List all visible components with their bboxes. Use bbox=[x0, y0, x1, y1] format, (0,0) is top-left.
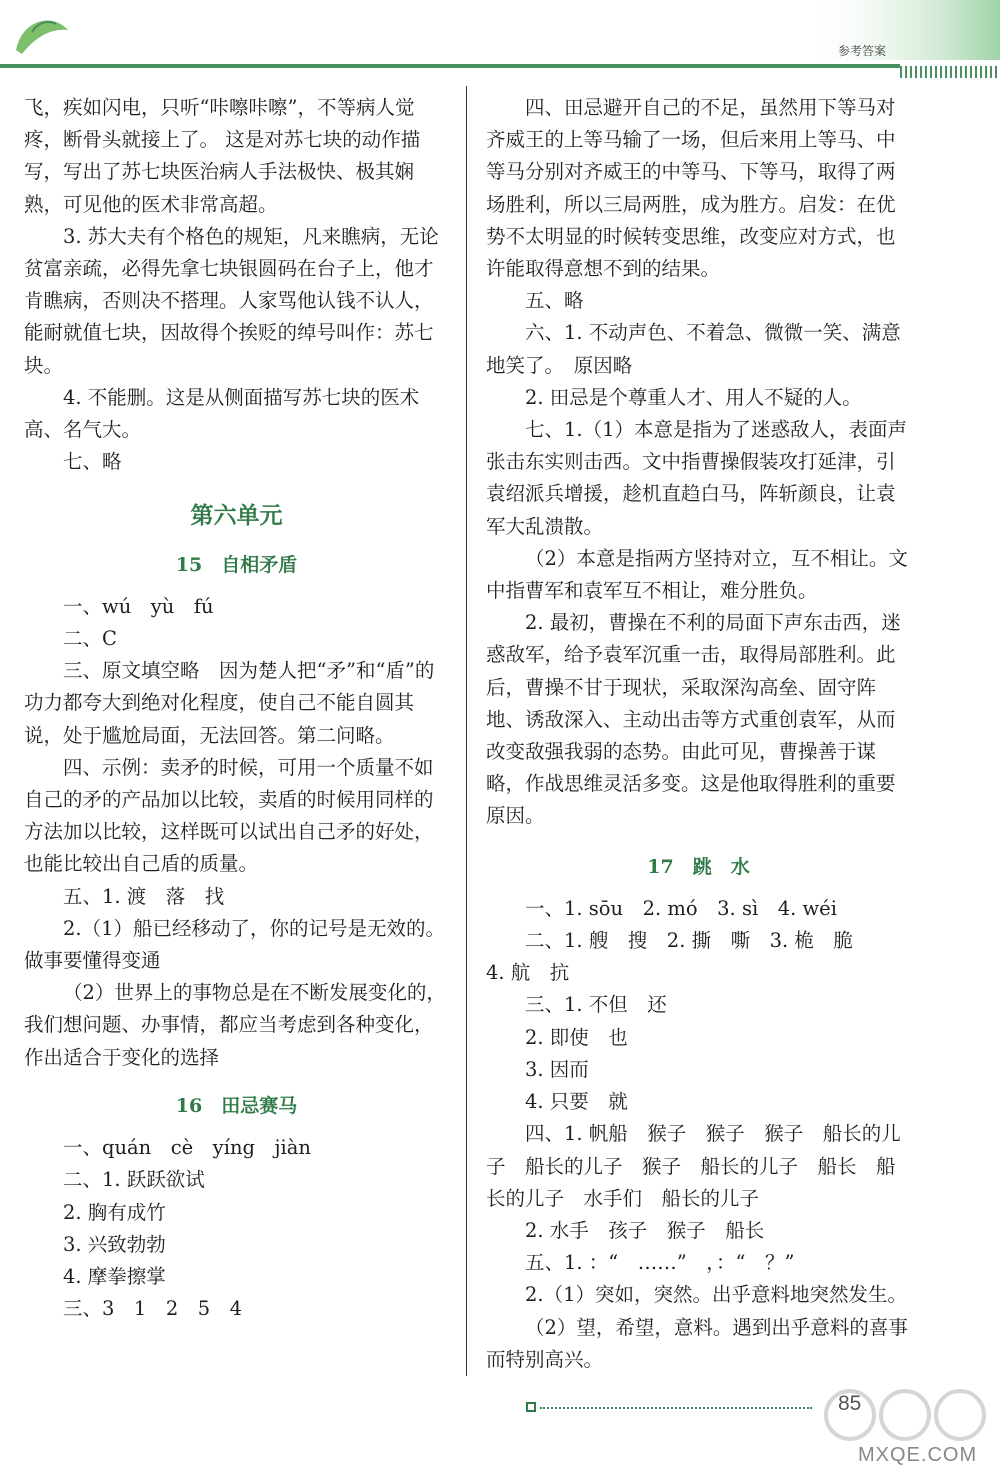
footer-square-icon bbox=[526, 1402, 536, 1412]
header-rule bbox=[0, 64, 900, 68]
unit-title: 第六单元 bbox=[190, 502, 283, 530]
answer-paragraph: 飞，疾如闪电，只听“咔嚓咔嚓”，不等病人觉疼，断骨头就接上了。 这是对苏七块的动作描写，写出了苏七块医治病人手法极快、极其娴熟，可见他的医术非常高超。 bbox=[24, 96, 421, 216]
right-column bbox=[486, 92, 911, 1376]
answer-line: （2）望，希望，意料。遇到出乎意料的喜事而特别高兴。 bbox=[486, 1315, 908, 1371]
answer-line: 六、1. 不动声色、不着急、微微一笑、满意地笑了。 原因略 bbox=[486, 321, 901, 377]
answer-line: 2. 水手 孩子 猴子 船长 bbox=[525, 1218, 765, 1242]
answer-line: 4. 只要 就 bbox=[525, 1090, 628, 1114]
answer-line: 4. 航 抗 bbox=[486, 961, 570, 985]
answer-paragraph: 2. 最初，曹操在不利的局面下声东击西，迷惑敌军，给予袁军沉重一击，取得局部胜利。此后，曹操不甘于现状，采取深沟高垒、固守阵地、诱敌深入、主动出击等方式重创袁军，从而改变敌强我弱的态势。由此可见，曹操善于谋略，作战思维灵活多变。这是他取得胜利的重要原因。 bbox=[486, 611, 901, 828]
answer-line: 三、3 1 2 5 4 bbox=[63, 1297, 243, 1321]
answer-line: 五、1. 渡 落 找 bbox=[63, 884, 225, 908]
header-corner-decoration bbox=[800, 0, 1000, 90]
section-label: 参考答案 bbox=[838, 44, 887, 58]
answer-line: 2.（1）突如，突然。出乎意料地突然发生。 bbox=[525, 1283, 908, 1307]
answer-paragraph: 七、1.（1）本意是指为了迷惑敌人，表面声张击东实则击西。文中指曹操假装攻打延津，引袁绍派兵增援，趁机直趋白马，阵斩颜良，让袁军大乱溃散。 bbox=[486, 418, 908, 538]
answer-line: 2.（1）船已经移动了，你的记号是无效的。做事要懂得变通 bbox=[24, 916, 446, 973]
answer-line: 2. 即使 也 bbox=[525, 1025, 628, 1049]
answer-paragraph: （2）本意是指两方坚持对立，互不相让。文中指曹军和袁军互不相让，难分胜负。 bbox=[486, 546, 908, 603]
answer-paragraph: 3. 苏大夫有个格色的规矩，凡来瞧病，无论贫富亲疏，必得先拿七块银圆码在台子上，他才肯瞧病，否则决不搭理。人家骂他认钱不认人，能耐就值七块，因故得个挨贬的绰号叫作：苏七块。 bbox=[24, 224, 439, 377]
answer-line: 一、quán cè yíng jiàn bbox=[63, 1136, 311, 1160]
answer-paragraph: 七、略 bbox=[63, 450, 122, 474]
watermark-text: MXQE.COM bbox=[858, 1444, 978, 1466]
answer-line: 3. 因而 bbox=[525, 1057, 589, 1081]
answer-line: （2）世界上的事物总是在不断发展变化的，我们想问题、办事情，都应当考虑到各种变化，作出适合于变化的选择 bbox=[24, 981, 446, 1069]
answer-line: 五、1. ：“ ……” ，：“ ？” bbox=[525, 1251, 795, 1275]
column-divider bbox=[466, 86, 467, 1376]
answer-paragraph: 四、1. 帆船 猴子 猴子 猴子 船长的儿子 船长的儿子 猴子 船长的儿子 船长 船长的儿子 水手们 船长的儿子 bbox=[486, 1122, 901, 1210]
answer-line: 2. 胸有成竹 bbox=[63, 1200, 166, 1224]
answer-line: 二、1. 跃跃欲试 bbox=[63, 1168, 205, 1192]
lesson-title: 15 自相矛盾 bbox=[175, 553, 298, 576]
answer-line: 2. 田忌是个尊重人才、用人不疑的人。 bbox=[525, 385, 862, 409]
answer-line: 3. 兴致勃勃 bbox=[63, 1232, 166, 1256]
answer-line: 4. 摩拳擦掌 bbox=[63, 1264, 166, 1288]
answer-line: 五、略 bbox=[525, 289, 584, 313]
page-header bbox=[0, 0, 1000, 90]
answer-line: 一、wú yù fú bbox=[63, 594, 214, 618]
answer-line: 二、1. 艘 搜 2. 撕 嘶 3. 桅 脆 bbox=[525, 929, 853, 953]
lesson-title: 17 跳 水 bbox=[647, 855, 750, 878]
answer-paragraph: 4. 不能删。这是从侧面描写苏七块的医术高、名气大。 bbox=[24, 385, 420, 442]
footer-dotted-rule bbox=[540, 1407, 812, 1409]
left-column bbox=[24, 92, 449, 1325]
answer-line: 一、1. sōu 2. mó 3. sì 4. wéi bbox=[525, 896, 837, 920]
answer-line: 二、C bbox=[63, 627, 117, 651]
leaf-logo-icon bbox=[12, 10, 72, 60]
answer-line: 三、原文填空略 因为楚人把“矛”和“盾”的功力都夸大到绝对化程度，使自己不能自圆其说，处于尴尬局面，无法回答。第二问略。 bbox=[24, 659, 435, 747]
answer-line: 四、示例：卖矛的时候，可用一个质量不如自己的矛的产品加以比较，卖盾的时候用同样的方法加以比较，这样既可以试出自己矛的好处，也能比较出自己盾的质量。 bbox=[24, 755, 434, 876]
lesson-title: 16 田忌赛马 bbox=[175, 1094, 298, 1117]
answer-line: 三、1. 不但 还 bbox=[525, 993, 667, 1017]
page-number: 85 bbox=[838, 1392, 862, 1415]
answer-paragraph: 四、田忌避开自己的不足，虽然用下等马对齐威王的上等马输了一场，但后来用上等马、中等马分别对齐威王的中等马、下等马，取得了两场胜利，所以三局两胜，成为胜方。启发：在优势不太明显的时候转变思维，改变应对方式，也许能取得意想不到的结果。 bbox=[486, 96, 896, 281]
